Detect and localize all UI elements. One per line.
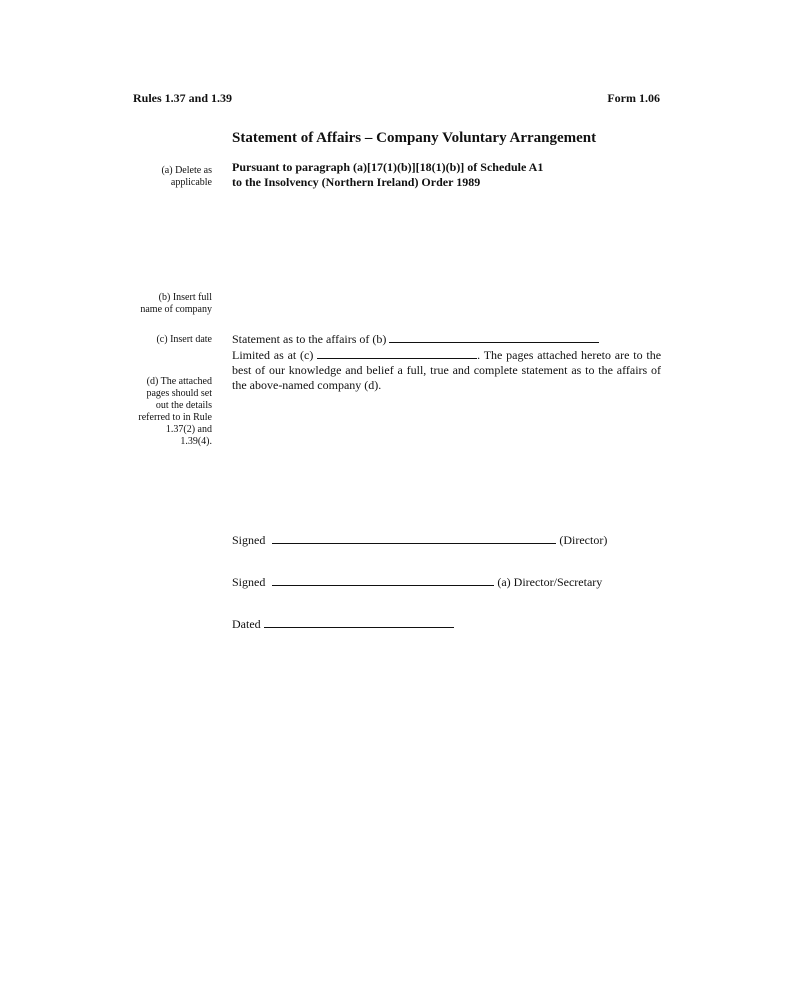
pursuant-line-1: Pursuant to paragraph (a)[17(1)(b)][18(1)(b)] of Schedule A1 — [232, 160, 544, 174]
margin-note-d — [92, 376, 212, 448]
signed-label-1: Signed — [232, 533, 266, 547]
director-role-label: (Director) — [559, 533, 608, 547]
margin-note-d-line-2: pages should set — [146, 388, 212, 399]
margin-note-b-line-2: name of company — [140, 304, 212, 315]
statement-part-1: Statement as to the affairs of (b) — [232, 332, 387, 346]
pursuant-line-2: to the Insolvency (Northern Ireland) Order 1989 — [232, 175, 481, 189]
margin-note-d-line-3: out the details — [155, 400, 212, 411]
company-name-field[interactable] — [389, 331, 599, 343]
secretary-role-label: (a) Director/Secretary — [497, 575, 603, 589]
secretary-signature-row — [232, 574, 602, 590]
margin-note-a — [92, 165, 212, 189]
director-signature-field[interactable] — [272, 532, 556, 544]
margin-note-d-line-4: referred to in Rule — [138, 412, 212, 423]
margin-note-d-line-6: 1.39(4). — [180, 436, 212, 447]
date-field[interactable] — [317, 347, 477, 359]
dated-label: Dated — [232, 617, 261, 631]
dated-row — [232, 616, 454, 632]
statement-part-2: Limited as at (c) — [232, 348, 314, 362]
director-signature-row — [232, 532, 607, 548]
pursuant-heading — [232, 160, 543, 190]
margin-note-a-line-2: applicable — [170, 177, 212, 188]
rules-reference: Rules 1.37 and 1.39 — [133, 91, 233, 105]
margin-note-a-line-1: (a) Delete as — [161, 165, 212, 176]
dated-field[interactable] — [264, 616, 454, 628]
statement-part-3: . The pages attached hereto are to the best of our knowledge and belief a full, true and complete statement as to the affairs of the above-named company (d). — [232, 348, 662, 392]
margin-note-c: (c) Insert date — [156, 334, 212, 345]
margin-note-d-line-5: 1.37(2) and — [165, 424, 212, 435]
secretary-signature-field[interactable] — [272, 574, 494, 586]
margin-note-b — [92, 292, 212, 316]
page-title: Statement of Affairs – Company Voluntary Arrangement — [232, 130, 597, 146]
form-number: Form 1.06 — [607, 91, 660, 105]
margin-note-b-line-1: (b) Insert full — [158, 292, 212, 303]
statement-text — [232, 331, 661, 393]
signed-label-2: Signed — [232, 575, 266, 589]
margin-note-d-line-1: (d) The attached — [146, 376, 212, 387]
